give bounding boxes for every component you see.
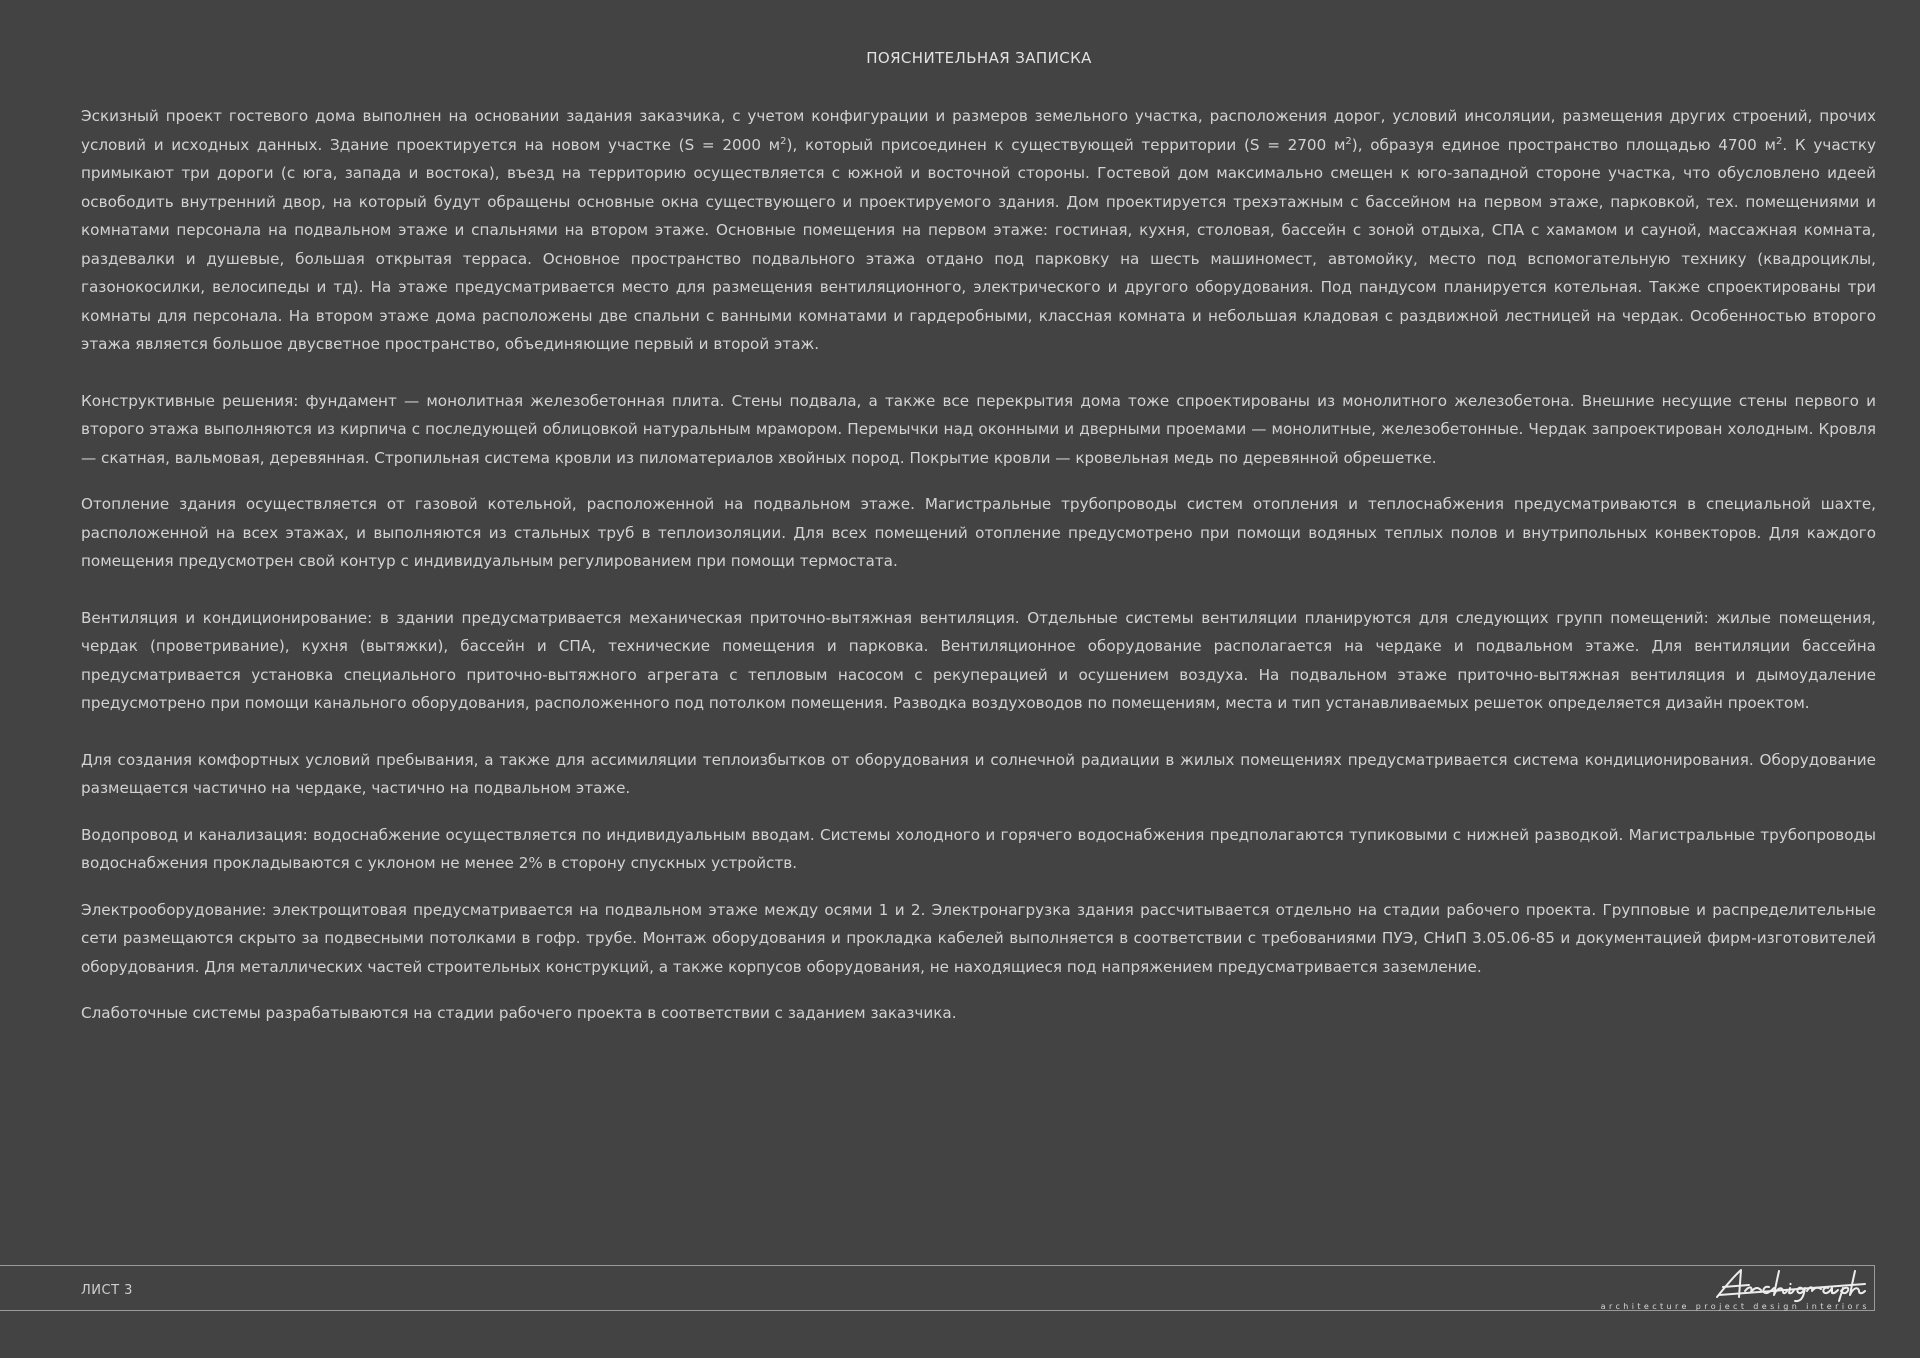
document-body (81, 102, 1876, 1028)
paragraph-intro-part-c: ), образуя единое пространство площадью 4700 м (1351, 135, 1776, 154)
logo-tagline: architecture project design interiors (1600, 1302, 1870, 1311)
superscript-two: 2 (1345, 135, 1352, 147)
archigraph-logo (1550, 1266, 1870, 1312)
paragraph-intro-part-a: Эскизный проект гостевого дома выполнен на основании задания заказчика, с учетом конфигурации и размеров земельного участка, расположения дорог, условий инсоляции, размещения других строений, прочих условий и исходных данных. Здание проектируется на новом участке (S = 2000 м (81, 107, 1876, 154)
paragraph-air-conditioning: Для создания комфортных условий пребывания, а также для ассимиляции теплоизбытков от оборудования и солнечной радиации в жилых помещениях предусматривается система кондиционирования. Оборудование размещается частично на чердаке, частично на подвальном этаже. (81, 750, 1876, 797)
paragraph-electrical: Электрооборудование: электрощитовая предусматривается на подвальном этаже между осями 1 и 2. Электронагрузка здания рассчитывается отдельно на стадии рабочего проекта. Групповые и распределительные сети размещаются скрыто за подвесными потолками в гофр. трубе. Монтаж оборудования и прокладка кабелей выполняется в соответствии с требованиями ПУЭ, СНиП 3.05.06-85 и документацией фирм-изготовителей оборудования. Для металлических частей строительных конструкций, а также корпусов оборудования, не находящиеся под напряжением предусматривается заземление. (81, 900, 1876, 976)
paragraph-ventilation: Вентиляция и кондиционирование: в здании предусматривается механическая приточно-вытяжная вентиляция. Отдельные системы вентиляции планируются для следующих групп помещений: жилые помещения, чердак (проветривание), кухня (вытяжки), бассейн и СПА, технические помещения и парковка. Вентиляционное оборудование располагается на чердаке и подвальном этаже. Для вентиляции бассейна предусматривается установка специального приточно-вытяжного агрегата с тепловым насосом с рекуперацией и осушением воздуха. На подвальном этаже приточно-вытяжная вентиляция и дымоудаление предусмотрено при помощи канального оборудования, расположенного под потолком помещения. Разводка воздуховодов по помещениям, места и тип устанавливаемых решеток определяется дизайн проектом. (81, 608, 1876, 712)
paragraph-structural: Конструктивные решения: фундамент — монолитная железобетонная плита. Стены подвала, а также все перекрытия дома тоже спроектированы из монолитного железобетона. Внешние несущие стены первого и второго этажа выполняются из кирпича с последующей облицовкой натуральным мрамором. Перемычки над оконными и дверными проемами — монолитные, железобетонные. Чердак запроектирован холодным. Кровля — скатная, вальмовая, деревянная. Стропильная система кровли из пиломатериалов хвойных пород. Покрытие кровли — кровельная медь по деревянной обрешетке. (81, 391, 1876, 467)
logo-signature-icon (1715, 1267, 1895, 1303)
sheet-number-label: ЛИСТ 3 (81, 1283, 133, 1298)
paragraph-low-voltage: Слаботочные системы разрабатываются на стадии рабочего проекта в соответствии с заданием заказчика. (81, 1004, 957, 1022)
paragraph-heating: Отопление здания осуществляется от газовой котельной, расположенной на подвальном этаже. Магистральные трубопроводы систем отопления и теплоснабжения предусматриваются в специальной шахте, расположенной на всех этажах, и выполняются из стальных труб в теплоизоляции. Для всех помещений отопление предусмотрено при помощи водяных теплых полов и внутрипольных конвекторов. Для каждого помещения предусмотрен свой контур с индивидуальным регулированием при помощи термостата. (81, 495, 1876, 570)
superscript-two: 2 (1776, 135, 1783, 147)
paragraph-intro (81, 102, 1876, 359)
paragraph-intro-part-b: ), который присоединен к существующей территории (S = 2700 м (786, 135, 1346, 154)
paragraph-intro-part-d: . К участку примыкают три дороги (с юга, запада и востока), въезд на территорию осуществляется с южной и восточной стороны. Гостевой дом максимально смещен к юго-западной стороне участка, что обусловлено идеей освободить внутренний двор, на который будут обращены основные окна существующего и проектируемого здания. Дом проектируется трехэтажным с бассейном на первом этаже, парковкой, тех. помещениями и комнатами персонала на подвальном этаже и спальнями на втором этаже. Основные помещения на первом этаже: гостиная, кухня, столовая, бассейн с зоной отдыха, СПА с хамамом и сауной, массажная комната, раздевалки и душевые, большая открытая терраса. Основное пространство подвального этажа отдано под парковку на шесть машиномест, автомойку, место под вспомогательную технику (квадроциклы, газонокосилки, велосипеды и тд). На этаже предусматривается место для размещения вентиляционного, электрического и другого оборудования. Под пандусом планируется котельная. Также спроектированы три комнаты для персонала. На втором этаже дома расположены две спальни с ванными комнатами и гардеробными, классная комната и небольшая кладовая с раздвижной лестницей на чердак. Особенностью второго этажа является большое двусветное пространство, объединяющие первый и второй этаж. (81, 135, 1876, 353)
paragraph-plumbing: Водопровод и канализация: водоснабжение осуществляется по индивидуальным вводам. Системы холодного и горячего водоснабжения предполагаются тупиковыми с нижней разводкой. Магистральные трубопроводы водоснабжения прокладываются с уклоном не менее 2% в сторону спускных устройств. (81, 825, 1876, 872)
superscript-two: 2 (780, 135, 787, 147)
page-title: ПОЯСНИТЕЛЬНАЯ ЗАПИСКА (866, 49, 1092, 67)
